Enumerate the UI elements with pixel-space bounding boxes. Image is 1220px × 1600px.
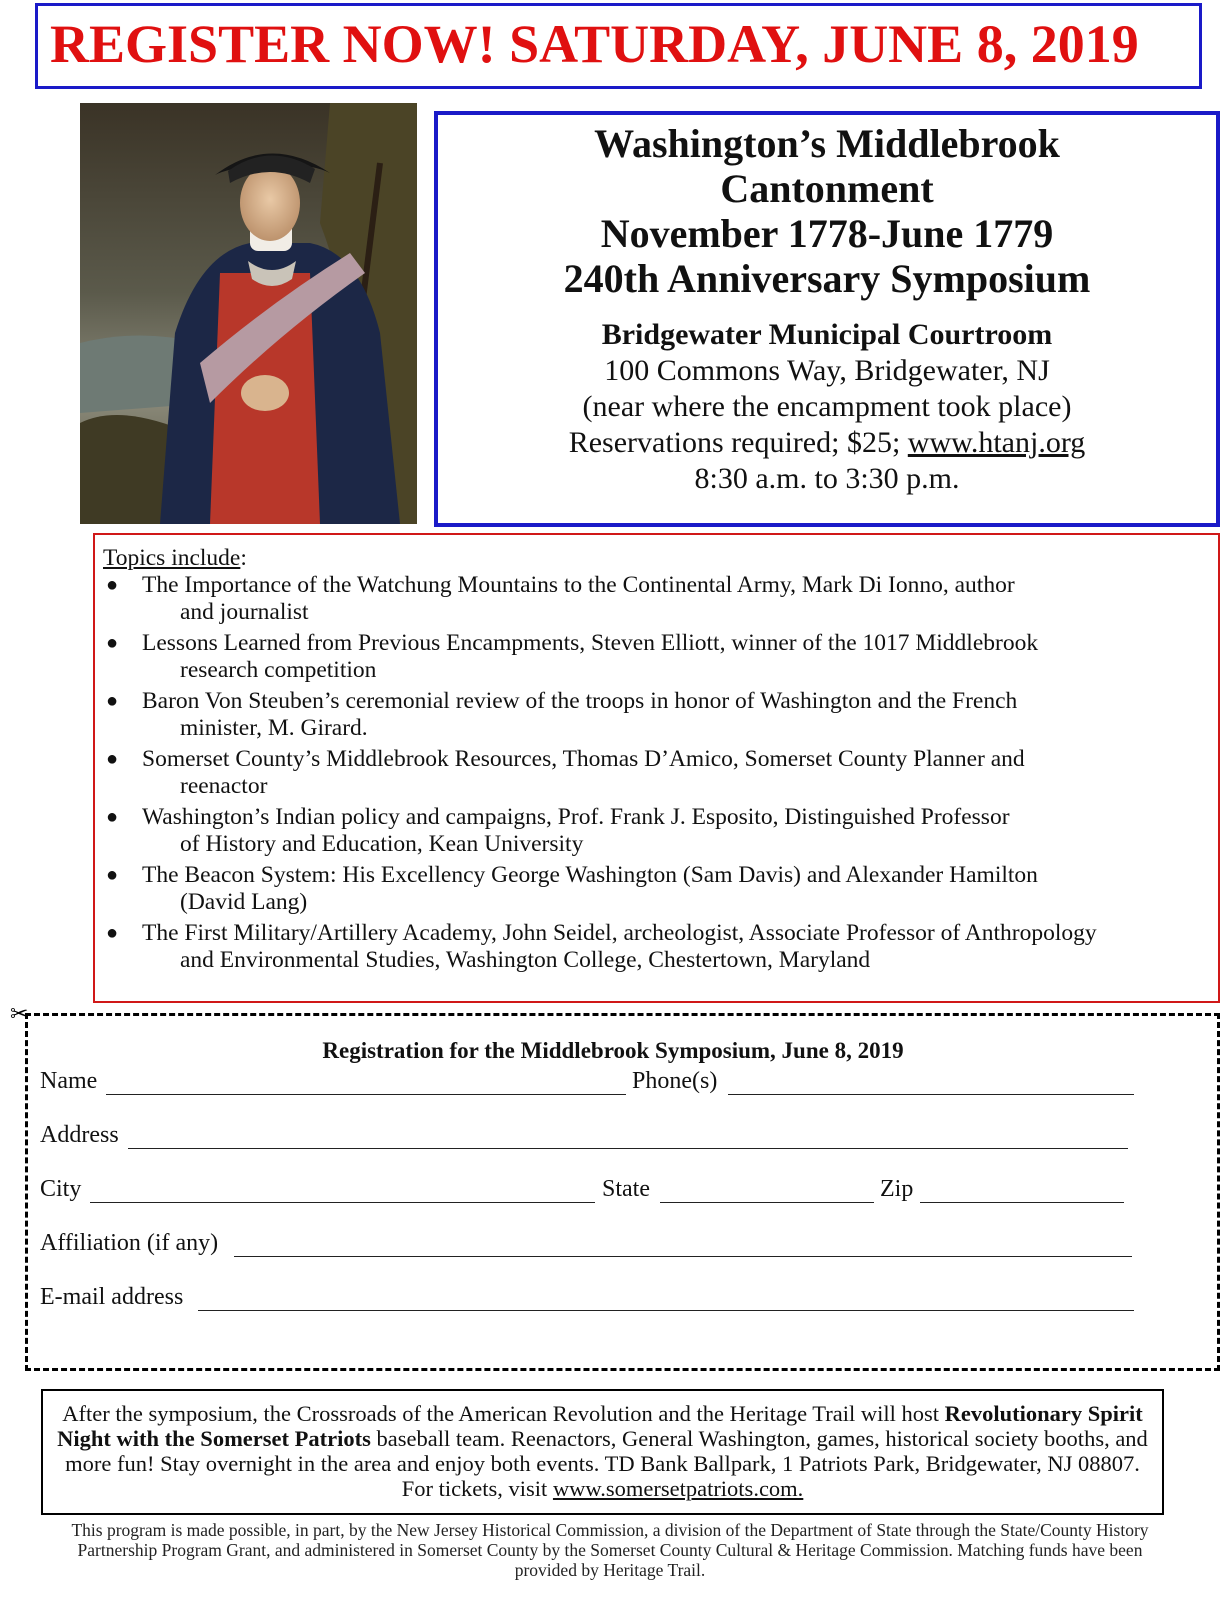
venue-note: (near where the encampment took place) [582,390,1072,423]
event-title-line: 240th Anniversary Symposium [563,256,1091,301]
form-row-email [40,1284,1210,1314]
venue-name: Bridgewater Municipal Courtroom [601,318,1053,351]
bullet-icon: ● [106,864,119,886]
zip-label: Zip [880,1176,914,1202]
topics-heading: Topics include [103,545,241,571]
event-time: 8:30 a.m. to 3:30 p.m. [694,462,960,495]
bullet-icon: ● [106,806,119,828]
banner-headline: REGISTER NOW! SATURDAY, JUNE 8, 2019 [50,14,1139,74]
event-info-box [434,111,1220,527]
affiliation-label: Affiliation (if any) [40,1230,219,1256]
city-field[interactable] [90,1178,595,1203]
email-label: E-mail address [40,1284,184,1310]
name-label: Name [40,1068,98,1094]
topic-text: The First Military/Artillery Academy, John Seidel, archeologist, Associate Professor of Anthropology [142,920,1097,946]
promo-text-continued: baseball team. Reenactors, General Washington, games, historical society booths, and more fun! Stay overnight in the area and enjoy both events. TD Bank Ballpark, 1 Patriots Park, Bridgewater, NJ 08807. For tickets, visit [65,1426,1148,1501]
topic-text-continued: research competition [180,657,377,683]
event-title-line: November 1778-June 1779 [600,211,1054,256]
email-field[interactable] [198,1286,1134,1311]
reservations-line [438,425,1216,461]
registration-banner [35,3,1202,89]
event-title-line: Cantonment [720,166,934,211]
state-label: State [602,1176,650,1202]
bullet-icon: ● [106,690,119,712]
zip-field[interactable] [920,1178,1124,1203]
topic-item [103,804,1208,858]
form-row-name-phone [40,1068,1210,1098]
bullet-icon: ● [106,748,119,770]
phone-field[interactable] [728,1070,1134,1095]
tickets-link[interactable]: www.somersetpatriots.com. [552,1476,804,1501]
bullet-icon: ● [106,922,119,944]
promo-event-name: Revolutionary Spirit Night with the Somerset Patriots [57,1401,1143,1451]
topic-text-continued: minister, M. Girard. [180,715,368,741]
portrait-painting-icon [80,103,417,524]
name-field[interactable] [106,1070,626,1095]
city-label: City [40,1176,82,1202]
topic-text-continued: reenactor [180,773,268,799]
topic-text-continued: and Environmental Studies, Washington College, Chestertown, Maryland [180,947,871,973]
topic-text: Washington’s Indian policy and campaigns, Prof. Frank J. Esposito, Distinguished Professor [142,804,1010,830]
topic-item [103,630,1208,684]
topic-text-continued: (David Lang) [180,889,308,915]
topic-item [103,746,1208,800]
event-title [438,121,1216,301]
registration-form [25,1013,1220,1371]
address-field[interactable] [128,1124,1128,1149]
topic-text: The Beacon System: His Excellency George Washington (Sam Davis) and Alexander Hamilton [142,862,1038,888]
registration-title: Registration for the Middlebrook Symposium, June 8, 2019 [322,1038,904,1063]
venue-details [438,317,1216,497]
phone-label: Phone(s) [632,1068,718,1094]
funding-credits: This program is made possible, in part, by the New Jersey Historical Commission, a division of the Department of State through the State/County History Partnership Program Grant, and administered in Somerset County by the Somerset County Cultural & Heritage Commission. Matching funds have been provided by Heritage Trail. [71,1520,1149,1580]
topic-item [103,920,1208,974]
address-label: Address [40,1122,119,1148]
website-link[interactable]: www.htanj.org [907,426,1086,459]
spirit-night-promo [41,1389,1164,1515]
topic-item [103,862,1208,916]
state-field[interactable] [660,1178,874,1203]
event-title-line: Washington’s Middlebrook [594,121,1060,166]
venue-address: 100 Commons Way, Bridgewater, NJ [604,354,1050,387]
topic-text: The Importance of the Watchung Mountains to the Continental Army, Mark Di Ionno, author [142,572,1015,598]
scissors-icon: ✂ [10,1001,29,1026]
form-row-affiliation [40,1230,1210,1260]
topics-heading-line [103,545,1208,572]
form-row-address [40,1122,1210,1152]
topic-text-continued: and journalist [180,599,309,625]
topics-list [103,572,1208,974]
topics-box [93,533,1220,1003]
topic-text-continued: of History and Education, Kean University [180,831,584,857]
topic-item [103,688,1208,742]
topics-heading-colon: : [240,545,247,571]
topic-item [103,572,1208,626]
affiliation-field[interactable] [234,1232,1132,1257]
bullet-icon: ● [106,574,119,596]
form-row-city-state-zip [40,1176,1210,1206]
topic-text: Lessons Learned from Previous Encampments, Steven Elliott, winner of the 1017 Middlebrook [142,630,1039,656]
topic-text: Somerset County’s Middlebrook Resources, Thomas D’Amico, Somerset County Planner and [142,746,1025,772]
topic-text: Baron Von Steuben’s ceremonial review of the troops in honor of Washington and the French [142,688,1018,714]
bullet-icon: ● [106,632,119,654]
reservations-text: Reservations required; $25; [568,426,908,459]
promo-text: After the symposium, the Crossroads of the American Revolution and the Heritage Trail will host [62,1401,945,1426]
